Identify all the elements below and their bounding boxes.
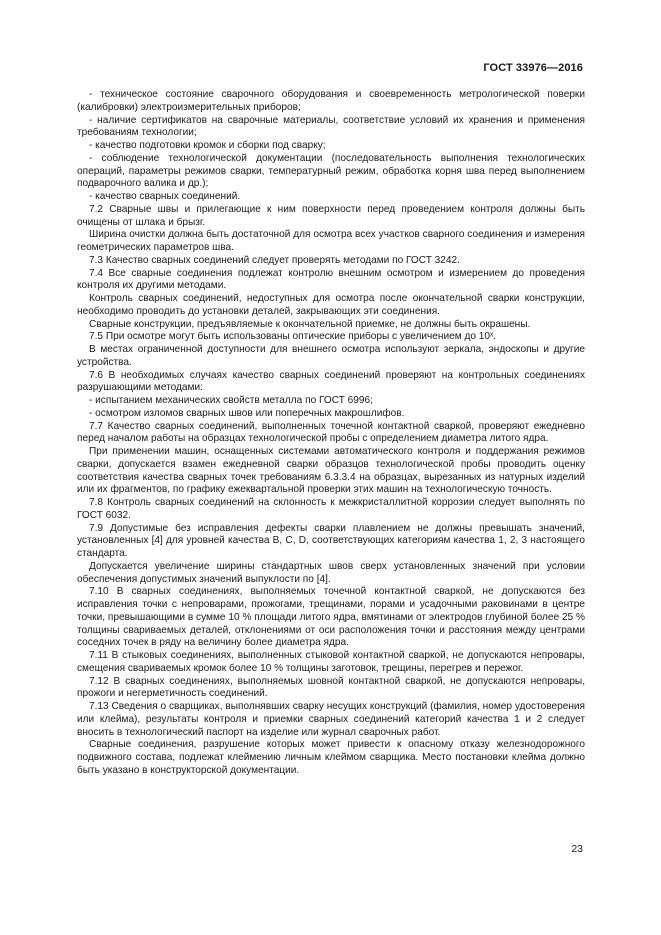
paragraph: 7.13 Сведения о сварщиках, выполнявших сварку несущих конструкций (фамилия, номер удостоверения или клейма), результаты контроля и приемки сварных соединений категорий качества 1 и 2 следует вносить в технологический паспорт на изделие или журнал сварочных работ. xyxy=(77,701,585,738)
document-code-header: ГОСТ 33976—2016 xyxy=(483,62,583,74)
paragraph: Сварные конструкции, предъявляемые к окончательной приемке, не должны быть окрашены. xyxy=(89,318,531,330)
page-number: 23 xyxy=(571,843,583,855)
paragraph: Контроль сварных соединений, недоступных для осмотра после окончательной сварки конструкции, необходимо проводить до установки деталей, закрывающих эти соединения. xyxy=(77,293,585,317)
paragraph: - качество подготовки кромок и сборки под сварку; xyxy=(89,140,326,151)
paragraph: 7.7 Качество сварных соединений, выполненных точечной контактной сваркой, проверяют ежедневно перед началом работы на образцах технологической пробы с определением диаметра литого ядра. xyxy=(77,420,585,445)
page-body xyxy=(77,89,585,778)
paragraph: 7.9 Допустимые без исправления дефекты сварки плавлением не должны превышать значений, установленных [4] для уровней качества B, C, D, соответствующих категориям качества 1, 2, 3 настоящего стандарта. xyxy=(77,522,585,559)
paragraph: Ширина очистки должна быть достаточной для осмотра всех участков сварного соединения и измерения геометрических параметров шва. xyxy=(77,229,585,253)
paragraph: - техническое состояние сварочного оборудования и своевременность метрологической поверки (калибровки) электроизмерительных приборов; xyxy=(77,89,585,113)
paragraph: 7.12 В сварных соединениях, выполняемых шовной контактной сваркой, не допускаются непровары, прожоги и негерметичность соединений. xyxy=(77,675,585,700)
paragraph: 7.3 Качество сварных соединений следует проверять методами по ГОСТ 3242. xyxy=(89,254,460,266)
paragraph: - соблюдение технологической документации (последовательность выполнения технологических операций, параметры режимов сварки, температурный режим, обработка корня шва перед выполнением подварочного валика и др.); xyxy=(77,152,585,190)
paragraph: 7.10 В сварных соединениях, выполняемых точечной контактной сваркой, не допускаются без исправления точки с непроварами, прожогами, трещинами, порами и усадочными раковинами в центре точки, превышающими в сумме 10 % площади литого ядра, вмятинами от электродов глубиной более 25 % толщины свариваемых деталей, отклонениями от оси расположения точки и расстояния между центрами соседних точек в ряду на величину более диаметра ядра. xyxy=(77,586,585,649)
paragraph: - качество сварных соединений. xyxy=(89,191,241,202)
paragraph: Допускается увеличение ширины стандартных швов сверх установленных значений при условии обеспечения допустимых значений выпуклости по [4]. xyxy=(77,560,585,585)
paragraph: 7.11 В стыковых соединениях, выполненных стыковой контактной сваркой, не допускаются непровары, смещения свариваемых кромок более 10 % толщины заготовок, трещины, перегрев и пережог. xyxy=(77,650,585,674)
paragraph: 7.8 Контроль сварных соединений на склонность к межкристаллитной коррозии следует выполнять по ГОСТ 6032. xyxy=(77,497,585,521)
paragraph: - наличие сертификатов на сварочные материалы, соответствие условий их хранения и применения требованиям технологии; xyxy=(77,114,585,139)
paragraph: При применении машин, оснащенных системами автоматического контроля и поддержания режимов сварки, допускается взамен ежедневной сварки образцов технологической пробы проводить оценку соответствия качества сварных точек требованиям 6.3.3.4 на образцах, вырезанных из натурных изделий или их фрагментов, по графику ежеквартальной проверки этих машин на технологическую точность. xyxy=(77,446,585,496)
paragraph: Сварные соединения, разрушение которых может привести к опасному отказу железнодорожного подвижного состава, подлежат клеймению личным клеймом сварщика. Место постановки клейма должно быть указано в конструкторской документации. xyxy=(77,739,585,776)
paragraph: 7.6 В необходимых случаях качество сварных соединений проверяют на контрольных соединениях разрушающими методами: xyxy=(77,369,585,394)
paragraph: 7.5 При осмотре могут быть использованы оптические приборы с увеличением до 10ˣ. xyxy=(89,331,497,343)
paragraph: - осмотром изломов сварных швов или поперечных макрошлифов. xyxy=(89,407,405,419)
paragraph: В местах ограниченной доступности для внешнего осмотра используют зеркала, эндоскопы и другие устройства. xyxy=(77,344,585,368)
paragraph: - испытанием механических свойств металла по ГОСТ 6996; xyxy=(89,395,373,406)
paragraph: 7.4 Все сварные соединения подлежат контролю внешним осмотром и измерением до проведения контроля их другими методами. xyxy=(77,267,585,292)
paragraph: 7.2 Сварные швы и прилегающие к ним поверхности перед проведением контроля должны быть очищены от шлака и брызг. xyxy=(77,203,585,228)
